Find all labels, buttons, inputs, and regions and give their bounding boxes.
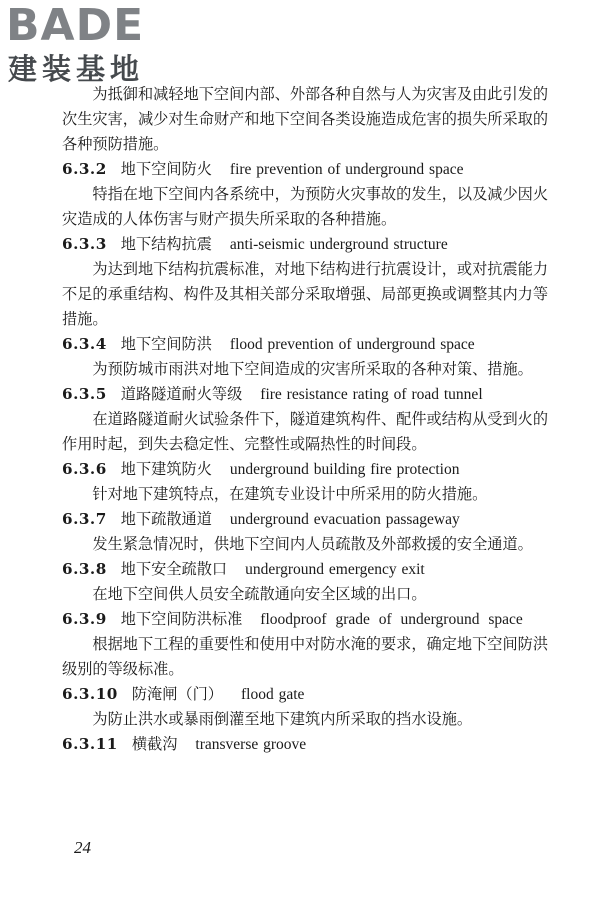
- term-chinese: 道路隧道耐火等级: [120, 385, 243, 403]
- intro-paragraph: 为抵御和减轻地下空间内部、外部各种自然与人为灾害及由此引发的次生灾害，减少对生命财产和地下空间各类设施造成危害的损失所采取的各种预防措施。: [62, 85, 549, 153]
- term-number: 6.3.8: [62, 560, 107, 578]
- term-chinese: 地下疏散通道: [120, 510, 212, 528]
- term-definition: 针对地下建筑特点，在建筑专业设计中所采用的防火措施。: [92, 485, 488, 503]
- logo-subtitle: 建装基地: [8, 52, 145, 86]
- term-english: fire prevention of underground space: [229, 161, 464, 178]
- term-number: 6.3.11: [62, 735, 118, 753]
- term-heading: [62, 382, 548, 407]
- term-definition: 为达到地下结构抗震标准，对地下结构进行抗震设计，或对抗震能力不足的承重结构、构件及其相关部分采取增强、局部更换或调整其内力等措施。: [62, 260, 549, 328]
- term-definition: 在道路隧道耐火试验条件下，隧道建筑构件、配件或结构从受到火的作用时起，到失去稳定性、完整性或隔热性的时间段。: [62, 410, 549, 453]
- term-definition: 为预防城市雨洪对地下空间造成的灾害所采取的各种对策、措施。: [92, 360, 533, 378]
- document-body: [62, 82, 548, 757]
- term-chinese: 地下建筑防火: [120, 460, 212, 478]
- term-chinese: 地下结构抗震: [120, 235, 212, 253]
- term-heading: [62, 682, 548, 707]
- term-number: 6.3.5: [62, 385, 107, 403]
- term-english: underground emergency exit: [245, 561, 425, 578]
- term-heading: [62, 507, 548, 532]
- term-number: 6.3.4: [62, 335, 107, 353]
- term-english: floodproof grade of underground space: [260, 611, 523, 628]
- term-chinese: 地下空间防洪标准: [120, 610, 243, 628]
- watermark-logo: [6, 0, 176, 88]
- term-english: underground building fire protection: [229, 461, 460, 478]
- term-heading: [62, 232, 548, 257]
- term-heading: [62, 732, 548, 757]
- term-definition: 发生紧急情况时，供地下空间内人员疏散及外部救援的安全通道。: [92, 535, 533, 553]
- term-heading: [62, 332, 548, 357]
- term-chinese: 横截沟: [131, 735, 178, 753]
- term-number: 6.3.6: [62, 460, 107, 478]
- term-number: 6.3.2: [62, 160, 107, 178]
- term-chinese: 地下空间防洪: [120, 335, 212, 353]
- term-english: underground evacuation passageway: [229, 511, 460, 528]
- term-heading: [62, 157, 548, 182]
- term-heading: [62, 557, 548, 582]
- logo-brand: BADE: [6, 0, 145, 51]
- term-number: 6.3.7: [62, 510, 107, 528]
- page-number: 24: [74, 838, 91, 857]
- term-english: flood prevention of underground space: [229, 336, 475, 353]
- term-heading: [62, 457, 548, 482]
- term-definition: 在地下空间供人员安全疏散通向安全区域的出口。: [92, 585, 427, 603]
- term-number: 6.3.3: [62, 235, 107, 253]
- term-english: transverse groove: [195, 736, 307, 753]
- term-definition: 为防止洪水或暴雨倒灌至地下建筑内所采取的挡水设施。: [92, 710, 473, 728]
- term-definition: 特指在地下空间内各系统中，为预防火灾事故的发生，以及减少因火灾造成的人体伤害与财产损失所采取的各种措施。: [62, 185, 549, 228]
- term-chinese: 地下空间防火: [120, 160, 212, 178]
- term-heading: [62, 607, 548, 632]
- term-chinese: 地下安全疏散口: [120, 560, 228, 578]
- term-english: anti-seismic underground structure: [229, 236, 448, 253]
- term-chinese: 防淹闸（门）: [131, 685, 223, 703]
- term-definition: 根据地下工程的重要性和使用中对防水淹的要求，确定地下空间防洪级别的等级标准。: [62, 635, 549, 678]
- term-number: 6.3.9: [62, 610, 107, 628]
- term-english: fire resistance rating of road tunnel: [260, 386, 483, 403]
- term-english: flood gate: [240, 686, 305, 703]
- term-number: 6.3.10: [62, 685, 118, 703]
